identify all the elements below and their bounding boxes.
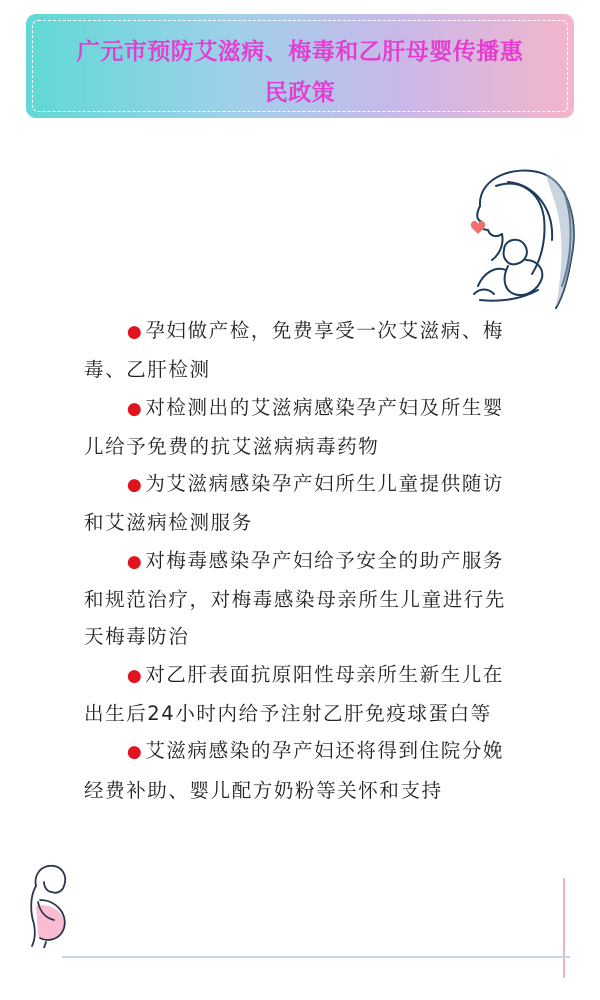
pregnant-woman-icon bbox=[22, 862, 76, 948]
decorative-bottom-line bbox=[62, 956, 570, 958]
policy-item-text: 为艾滋病感染孕产妇所生儿童提供随访和艾滋病检测服务 bbox=[84, 472, 505, 535]
policy-item-text: 对梅毒感染孕产妇给予安全的助产服务和规范治疗，对梅毒感染母亲所生儿童进行先天梅毒防治 bbox=[84, 548, 507, 649]
bullet: ● bbox=[126, 742, 144, 763]
policy-item-text: 孕妇做产检，免费享受一次艾滋病、梅毒、乙肝检测 bbox=[84, 319, 505, 382]
policy-item bbox=[84, 732, 524, 809]
policy-item bbox=[84, 465, 524, 542]
policy-item bbox=[84, 542, 524, 656]
policy-list bbox=[84, 312, 524, 809]
bullet: ● bbox=[126, 665, 144, 686]
bullet: ● bbox=[126, 398, 144, 419]
page-title: 广元市预防艾滋病、梅毒和乙肝母婴传播惠民政策 bbox=[76, 39, 524, 106]
title-banner bbox=[26, 14, 574, 118]
policy-item-text: 对乙肝表面抗原阳性母亲所生新生儿在出生后24小时内给予注射乙肝免疫球蛋白等 bbox=[84, 662, 505, 725]
policy-item bbox=[84, 312, 524, 389]
policy-item bbox=[84, 389, 524, 466]
bullet: ● bbox=[126, 475, 144, 496]
decorative-side-line bbox=[563, 878, 565, 978]
mother-holding-baby-icon bbox=[468, 162, 580, 312]
policy-item bbox=[84, 656, 524, 733]
bullet: ● bbox=[126, 551, 144, 572]
policy-item-text: 艾滋病感染的孕产妇还将得到住院分娩经费补助、婴儿配方奶粉等关怀和支持 bbox=[84, 739, 505, 802]
bullet: ● bbox=[126, 322, 144, 342]
policy-item-text: 对检测出的艾滋病感染孕产妇及所生婴儿给予免费的抗艾滋病病毒药物 bbox=[84, 395, 505, 458]
